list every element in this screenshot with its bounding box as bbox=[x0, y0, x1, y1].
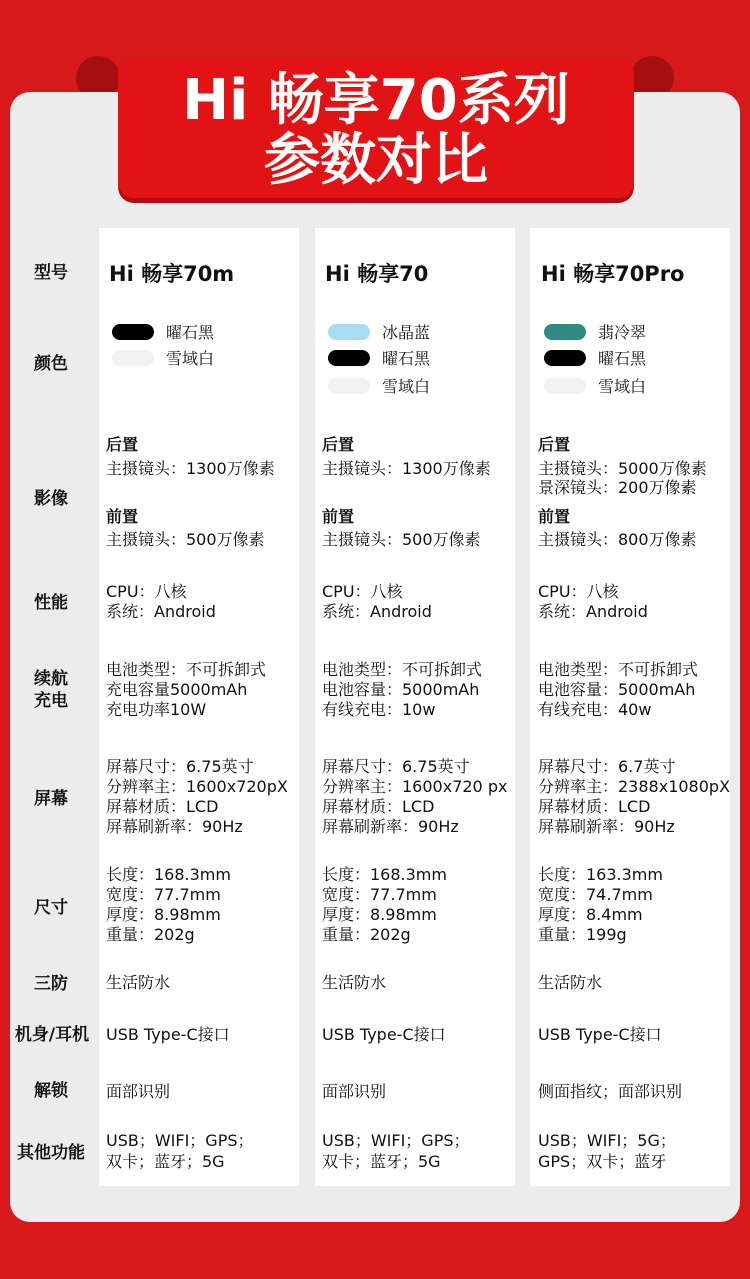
screen-line: 分辨率主：2388x1080pX bbox=[538, 777, 731, 796]
color-name: 冰晶蓝 bbox=[382, 323, 431, 342]
screen-line: 屏幕材质：LCD bbox=[322, 797, 435, 816]
screen-line: 屏幕刷新率：90Hz bbox=[106, 817, 243, 836]
performance-line: CPU：八核 bbox=[106, 582, 187, 601]
camera-rear-line: 景深镜头：200万像素 bbox=[538, 478, 697, 497]
port-value: USB Type-C接口 bbox=[538, 1025, 662, 1044]
screen-line: 分辨率主：1600x720pX bbox=[106, 777, 288, 796]
color-swatch bbox=[328, 350, 370, 366]
battery-line: 电池类型：不可拆卸式 bbox=[322, 660, 483, 679]
size-line: 长度：168.3mm bbox=[106, 865, 231, 884]
model-name: Hi 畅享70m bbox=[109, 262, 235, 286]
row-label-protection: 三防 bbox=[34, 974, 68, 994]
screen-line: 屏幕尺寸：6.75英寸 bbox=[322, 757, 470, 776]
camera-front-title: 前置 bbox=[106, 507, 139, 526]
size-line: 宽度：77.7mm bbox=[322, 885, 437, 904]
model-name: Hi 畅享70Pro bbox=[541, 262, 685, 286]
camera-front-line: 主摄镜头：500万像素 bbox=[106, 530, 265, 549]
banner-title: Hi 畅享70系列 bbox=[182, 68, 570, 133]
size-line: 厚度：8.98mm bbox=[106, 905, 221, 924]
performance-line: 系统：Android bbox=[106, 602, 216, 621]
color-option bbox=[544, 349, 646, 369]
color-swatch bbox=[328, 324, 370, 340]
screen-line: 屏幕材质：LCD bbox=[538, 797, 651, 816]
row-label-battery-line2: 充电 bbox=[34, 691, 68, 711]
title-banner bbox=[118, 58, 634, 198]
camera-front-line: 主摄镜头：500万像素 bbox=[322, 530, 481, 549]
size-line: 重量：202g bbox=[106, 925, 195, 944]
screen-line: 屏幕尺寸：6.7英寸 bbox=[538, 757, 676, 776]
other-feature-line: USB；WIFI；5G； bbox=[538, 1131, 676, 1150]
battery-line: 充电容量5000mAh bbox=[106, 680, 248, 699]
row-label-performance: 性能 bbox=[34, 593, 68, 613]
battery-line: 电池类型：不可拆卸式 bbox=[106, 660, 267, 679]
camera-rear-title: 后置 bbox=[322, 435, 355, 454]
other-feature-line: USB；WIFI；GPS； bbox=[322, 1131, 470, 1150]
camera-front-line: 主摄镜头：800万像素 bbox=[538, 530, 697, 549]
camera-rear-line: 主摄镜头：1300万像素 bbox=[106, 459, 275, 478]
size-line: 宽度：77.7mm bbox=[106, 885, 221, 904]
color-swatch bbox=[112, 350, 154, 366]
color-option bbox=[112, 349, 214, 369]
banner-subtitle: 参数对比 bbox=[264, 128, 488, 193]
row-label-camera: 影像 bbox=[34, 489, 68, 509]
size-line: 重量：202g bbox=[322, 925, 411, 944]
color-name: 曜石黑 bbox=[166, 323, 215, 342]
screen-line: 屏幕刷新率：90Hz bbox=[538, 817, 675, 836]
performance-line: CPU：八核 bbox=[538, 582, 619, 601]
size-line: 长度：168.3mm bbox=[322, 865, 447, 884]
other-feature-line: GPS；双卡；蓝牙 bbox=[538, 1152, 667, 1171]
color-option bbox=[328, 323, 430, 343]
camera-rear-line: 主摄镜头：1300万像素 bbox=[322, 459, 491, 478]
unlock-value: 面部识别 bbox=[322, 1082, 387, 1101]
row-label-other: 其他功能 bbox=[17, 1143, 85, 1163]
battery-line: 电池容量：5000mAh bbox=[322, 680, 480, 699]
battery-line: 有线充电：40w bbox=[538, 700, 652, 719]
camera-rear-line: 主摄镜头：5000万像素 bbox=[538, 459, 707, 478]
camera-rear-title: 后置 bbox=[106, 435, 139, 454]
color-swatch bbox=[544, 378, 586, 394]
model-name: Hi 畅享70 bbox=[325, 262, 429, 286]
size-line: 长度：163.3mm bbox=[538, 865, 663, 884]
other-feature-line: USB；WIFI；GPS； bbox=[106, 1131, 254, 1150]
camera-rear-title: 后置 bbox=[538, 435, 571, 454]
color-swatch bbox=[112, 324, 154, 340]
color-name: 雪域白 bbox=[166, 349, 215, 368]
protection-value: 生活防水 bbox=[538, 973, 603, 992]
color-name: 曜石黑 bbox=[598, 349, 647, 368]
color-name: 雪域白 bbox=[598, 377, 647, 396]
row-label-battery bbox=[10, 668, 92, 712]
performance-line: 系统：Android bbox=[538, 602, 648, 621]
unlock-value: 面部识别 bbox=[106, 1082, 171, 1101]
screen-line: 屏幕尺寸：6.75英寸 bbox=[106, 757, 254, 776]
screen-line: 屏幕材质：LCD bbox=[106, 797, 219, 816]
size-line: 重量：199g bbox=[538, 925, 627, 944]
row-label-battery-line1: 续航 bbox=[34, 669, 68, 689]
camera-front-title: 前置 bbox=[538, 507, 571, 526]
size-line: 厚度：8.4mm bbox=[538, 905, 643, 924]
protection-value: 生活防水 bbox=[106, 973, 171, 992]
color-swatch bbox=[544, 324, 586, 340]
other-feature-line: 双卡；蓝牙；5G bbox=[106, 1152, 225, 1171]
screen-line: 分辨率主：1600x720 px bbox=[322, 777, 508, 796]
color-option bbox=[112, 323, 214, 343]
battery-line: 充电功率10W bbox=[106, 700, 207, 719]
port-value: USB Type-C接口 bbox=[322, 1025, 446, 1044]
color-name: 雪域白 bbox=[382, 377, 431, 396]
camera-front-title: 前置 bbox=[322, 507, 355, 526]
row-label-unlock: 解锁 bbox=[34, 1081, 68, 1101]
color-swatch bbox=[544, 350, 586, 366]
other-feature-line: 双卡；蓝牙；5G bbox=[322, 1152, 441, 1171]
row-label-size: 尺寸 bbox=[34, 898, 68, 918]
protection-value: 生活防水 bbox=[322, 973, 387, 992]
performance-line: 系统：Android bbox=[322, 602, 432, 621]
color-option bbox=[328, 349, 430, 369]
color-option bbox=[544, 377, 646, 397]
color-name: 翡冷翠 bbox=[598, 323, 647, 342]
screen-line: 屏幕刷新率：90Hz bbox=[322, 817, 459, 836]
battery-line: 有线充电：10w bbox=[322, 700, 436, 719]
row-label-model: 型号 bbox=[34, 263, 68, 283]
performance-line: CPU：八核 bbox=[322, 582, 403, 601]
port-value: USB Type-C接口 bbox=[106, 1025, 230, 1044]
battery-line: 电池容量：5000mAh bbox=[538, 680, 696, 699]
color-name: 曜石黑 bbox=[382, 349, 431, 368]
size-line: 厚度：8.98mm bbox=[322, 905, 437, 924]
battery-line: 电池类型：不可拆卸式 bbox=[538, 660, 699, 679]
color-option bbox=[544, 323, 646, 343]
unlock-value: 侧面指纹；面部识别 bbox=[538, 1082, 683, 1101]
color-swatch bbox=[328, 378, 370, 394]
row-label-port: 机身/耳机 bbox=[14, 1025, 90, 1045]
row-label-color: 颜色 bbox=[34, 354, 68, 374]
size-line: 宽度：74.7mm bbox=[538, 885, 653, 904]
row-label-screen: 屏幕 bbox=[34, 789, 68, 809]
color-option bbox=[328, 377, 430, 397]
